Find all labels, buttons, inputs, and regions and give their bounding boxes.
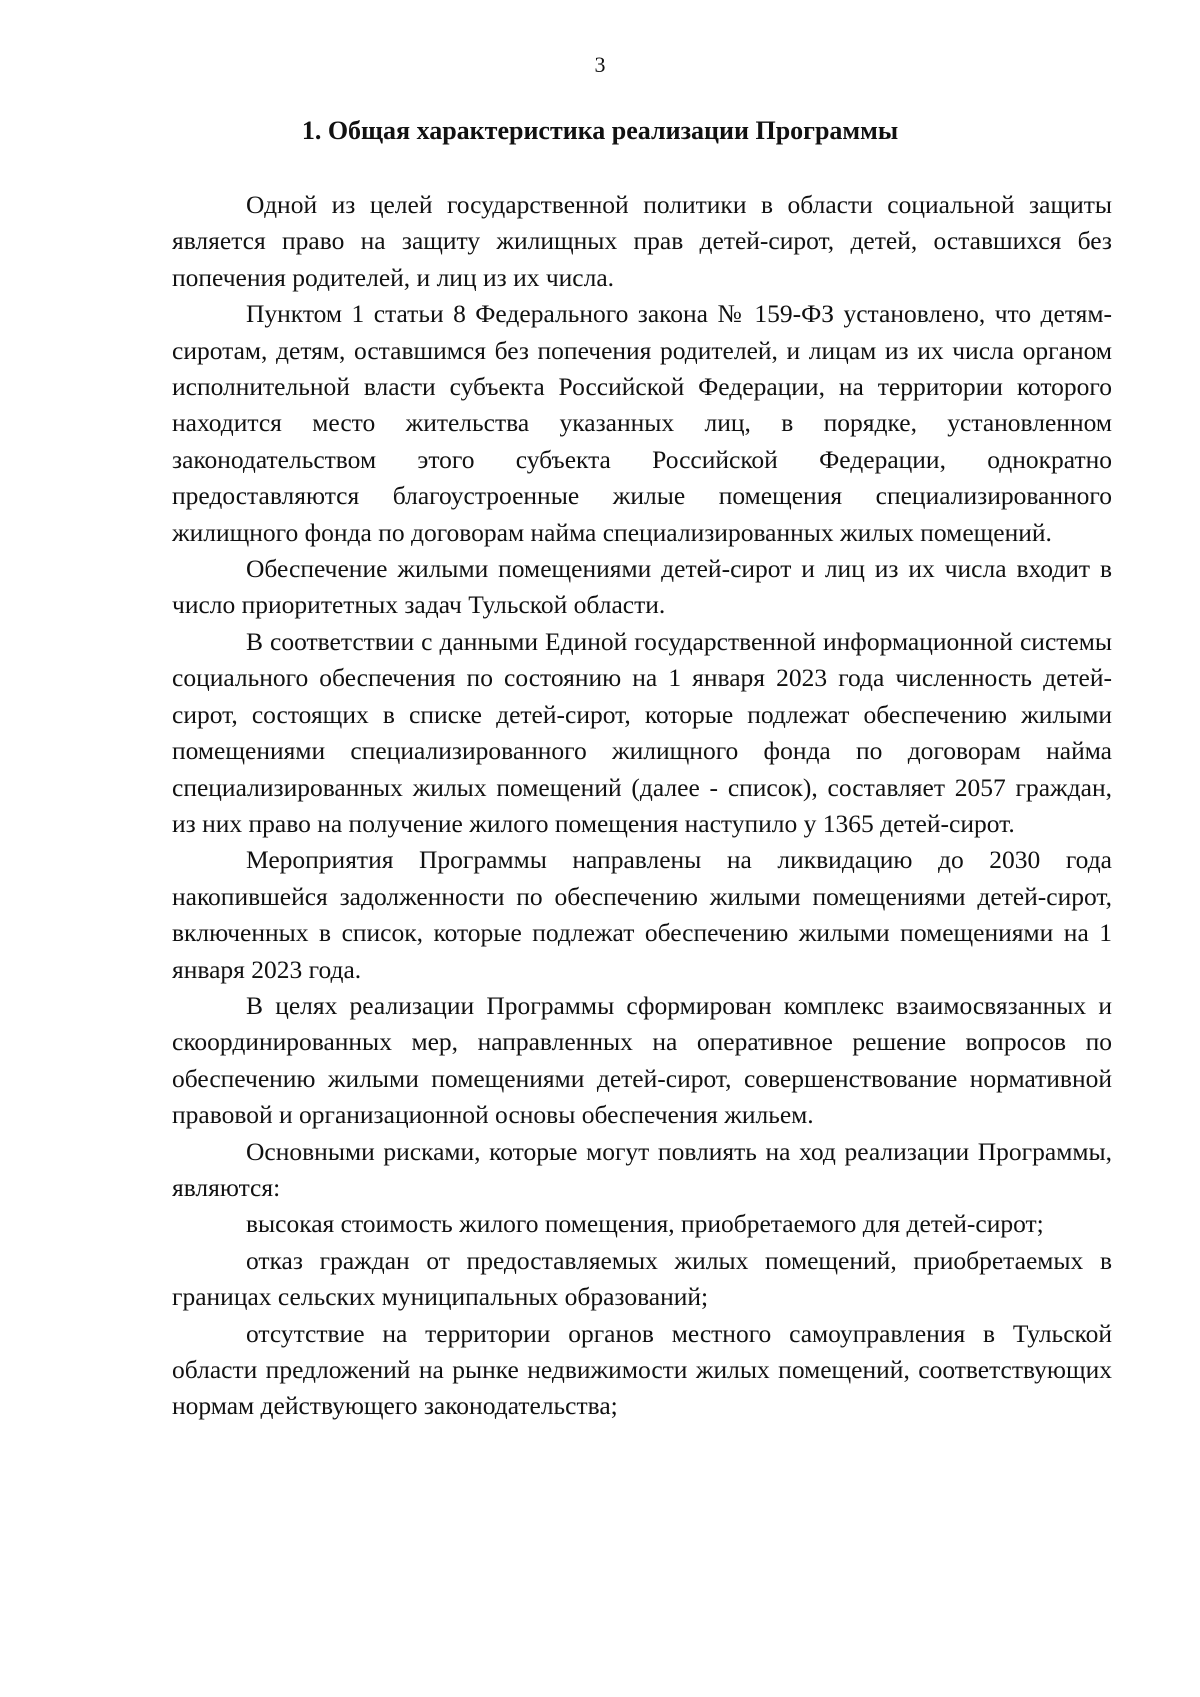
section-heading: 1. Общая характеристика реализации Программы bbox=[301, 116, 899, 145]
page-number: 3 bbox=[594, 52, 606, 77]
paragraph-social-protection-goal: Одной из целей государственной политики в области социальной защиты является право на защиту жилищных прав детей-сирот, детей, оставшихся без попечения родителей, и лиц из их числа. bbox=[172, 190, 1112, 292]
paragraph-risk-no-offers: отсутствие на территории органов местного самоуправления в Тульской области предложений на рынке недвижимости жилых помещений, соответствующих нормам действующего законодательства; bbox=[172, 1318, 1112, 1421]
paragraph-federal-law-provision: Пунктом 1 статьи 8 Федерального закона № 159-ФЗ установлено, что детям-сиротам, детям, оставшимся без попечения родителей, и лицам из их числа органом исполнительной власти субъекта Российской Федерации, на территории которого находится место жительства указанных лиц, в порядке, установленном законодательством этого субъекта Российской Федерации, однократно предоставляются благоустроенные жилые помещения специализированного жилищного фонда по договорам найма специализированных жилых помещений. bbox=[172, 299, 1112, 547]
paragraph-risks-intro: Основными рисками, которые могут повлиять на ход реализации Программы, являются: bbox=[172, 1136, 1112, 1202]
paragraph-risk-high-cost: высокая стоимость жилого помещения, приобретаемого для детей-сирот; bbox=[246, 1209, 1044, 1239]
paragraph-statistics: В соответствии с данными Единой государственной информационной системы социального обеспечения по состоянию на 1 января 2023 года численность детей-сирот, состоящих в списке детей-сирот, которые подлежат обеспечению жилыми помещениями специализированного жилищного фонда по договорам найма специализированных жилых помещений (далее - список), составляет 2057 граждан, из них право на получение жилого помещения наступило у 1365 детей-сирот. bbox=[172, 626, 1112, 838]
paragraph-complex-of-measures: В целях реализации Программы сформирован комплекс взаимосвязанных и скоординированных мер, направленных на оперативное решение вопросов по обеспечению жилыми помещениями детей-сирот, совершенствование нормативной правовой и организационной основы обеспечения жильем. bbox=[172, 990, 1112, 1130]
document-body bbox=[172, 187, 1112, 1425]
paragraph-regional-priority: Обеспечение жилыми помещениями детей-сирот и лиц из их числа входит в число приоритетных задач Тульской области. bbox=[172, 554, 1112, 620]
paragraph-program-measures: Мероприятия Программы направлены на ликвидацию до 2030 года накопившейся задолженности по обеспечению жилыми помещениями детей-сирот, включенных в список, которые подлежат обеспечению жилыми помещениями на 1 января 2023 года. bbox=[172, 845, 1112, 984]
paragraph-risk-refusal: отказ граждан от предоставляемых жилых помещений, приобретаемых в границах сельских муниципальных образований; bbox=[172, 1245, 1112, 1312]
